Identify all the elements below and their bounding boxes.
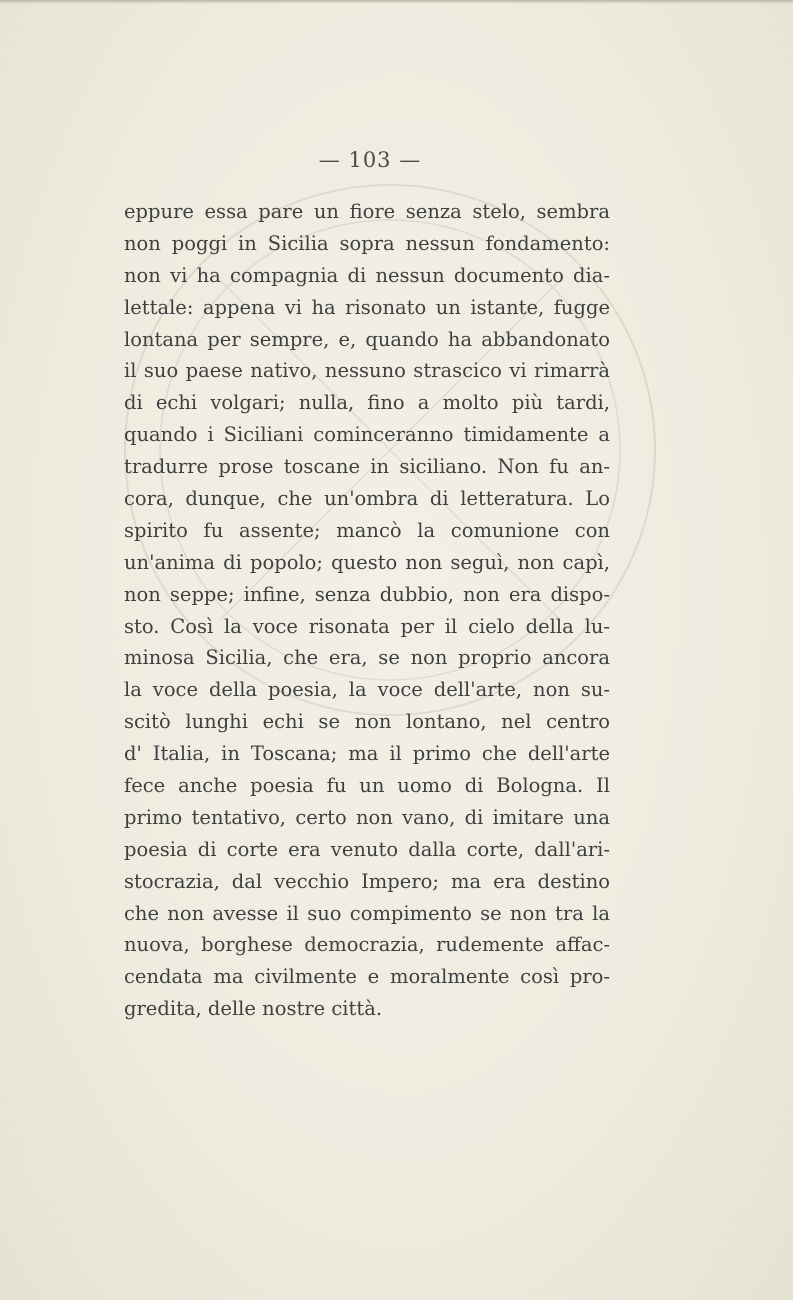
text-line: gredita, delle nostre città. [124, 997, 383, 1021]
text-line: cendata ma civilmente e moralmente così pro- [124, 965, 610, 989]
text-line: stocrazia, dal vecchio Impero; ma era destino [124, 869, 610, 893]
text-line: primo tentativo, certo non vano, di imitare una [124, 805, 610, 829]
text-line: eppure essa pare un fiore senza stelo, sembra [124, 200, 610, 223]
text-line: fece anche poesia fu un uomo di Bologna. Il [124, 774, 610, 798]
text-line: il suo paese nativo, nessuno strascico vi rimarrà [124, 359, 610, 383]
text-line: d' Italia, in Toscana; ma il primo che dell'arte [124, 742, 610, 766]
text-line: poesia di corte era venuto dalla corte, dall'ari- [124, 837, 610, 861]
text-line: non poggi in Sicilia sopra nessun fondamento: [124, 231, 610, 255]
text-line: scitò lunghi echi se non lontano, nel centro [124, 710, 610, 734]
text-line: lettale: appena vi ha risonato un istante, fugge [124, 295, 610, 319]
text-line: che non avesse il suo compimento se non tra la [124, 901, 610, 925]
body-text [124, 196, 610, 1025]
text-line: lontana per sempre, e, quando ha abbandonato [124, 327, 610, 351]
text-line: spirito fu assente; mancò la comunione con [124, 518, 610, 542]
text-line: sto. Così la voce risonata per il cielo della lu- [124, 614, 610, 638]
text-line: la voce della poesia, la voce dell'arte, non su- [124, 678, 610, 702]
page-top-edge [0, 0, 793, 4]
text-line: nuova, borghese democrazia, rudemente affac- [124, 933, 610, 957]
text-line: tradurre prose toscane in siciliano. Non fu an- [124, 455, 610, 479]
text-line: quando i Siciliani cominceranno timidamente a [124, 423, 610, 447]
text-line: di echi volgari; nulla, fino a molto più tardi, [124, 391, 610, 415]
text-line: un'anima di popolo; questo non seguì, non capì, [124, 550, 610, 574]
text-line: non vi ha compagnia di nessun documento dia- [124, 263, 610, 287]
page-number: — 103 — [318, 148, 422, 172]
text-line: cora, dunque, che un'ombra di letteratura. Lo [124, 487, 610, 511]
text-line: non seppe; infine, senza dubbio, non era dispo- [124, 582, 610, 606]
text-line: minosa Sicilia, che era, se non proprio ancora [124, 646, 610, 670]
